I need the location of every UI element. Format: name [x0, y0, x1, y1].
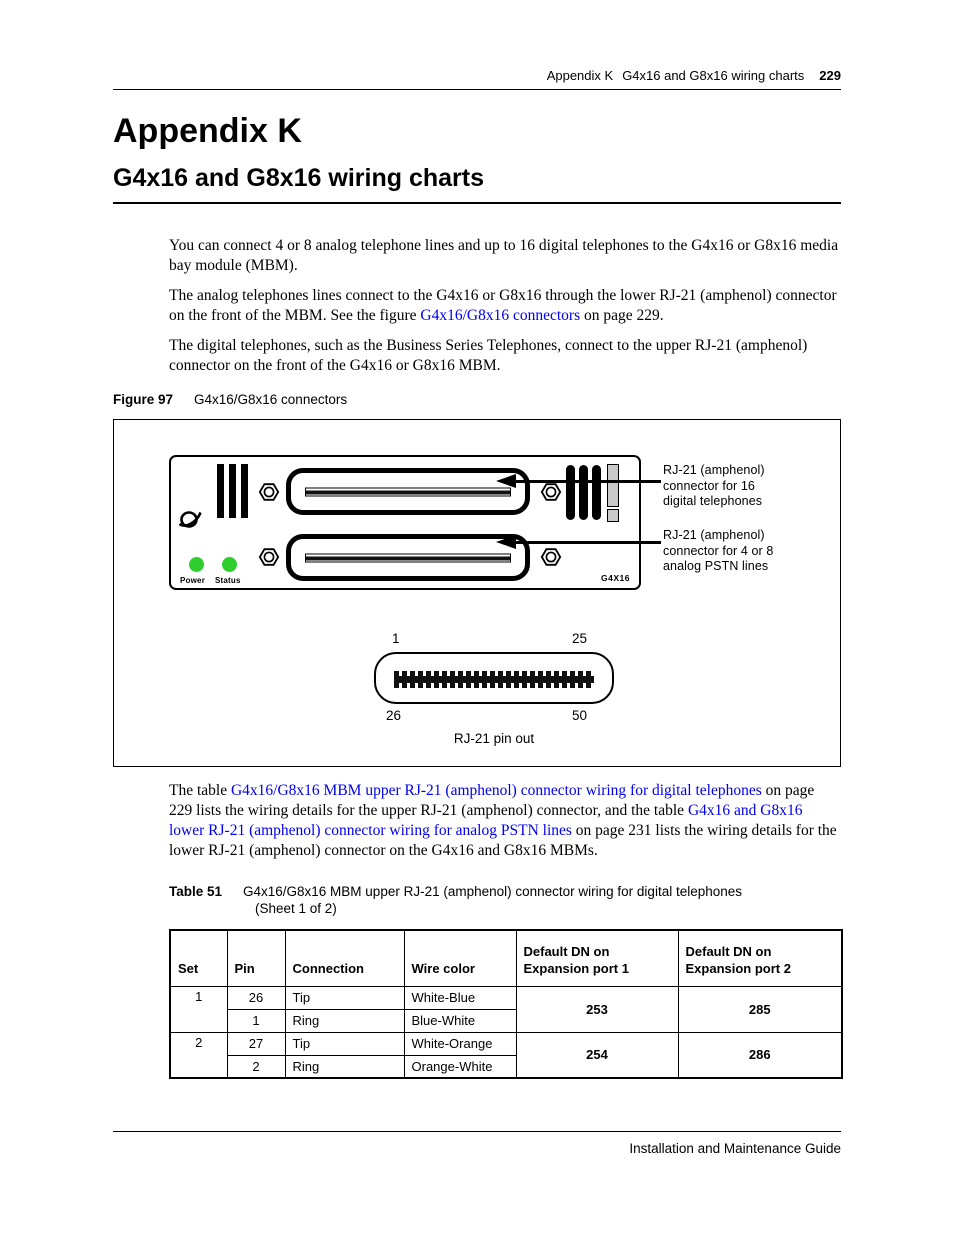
- cross-reference-link[interactable]: G4x16/G8x16 connectors: [420, 307, 581, 324]
- annotation-analog: [663, 528, 773, 575]
- text-run: The analog telephones lines connect to the G4x16 or G8x16 through the lower RJ-21 (amphenol) connector on the front of the MBM. See the figure: [169, 287, 837, 324]
- running-header: [113, 68, 841, 90]
- table-caption-sheet: (Sheet 1 of 2): [255, 901, 337, 916]
- paragraph-tables: [169, 781, 841, 861]
- model-label: G4X16: [601, 573, 630, 583]
- table-caption-text: G4x16/G8x16 MBM upper RJ-21 (amphenol) connector wiring for digital telephones: [243, 884, 743, 899]
- wire-color-cell: Orange-White: [404, 1055, 516, 1078]
- header-title: G4x16 and G8x16 wiring charts: [622, 68, 805, 83]
- wiring-table: [169, 929, 843, 1079]
- table-header-row: [170, 930, 842, 986]
- text-run: You can connect 4 or 8 analog telephone lines and up to 16 digital telephones to the G4x16 or G8x16 media bay module (MBM).: [169, 237, 839, 274]
- lower-rj21-connector: [286, 534, 530, 581]
- pinout-pin-1: 1: [392, 631, 400, 646]
- pinout-pins: [394, 671, 594, 688]
- annotation-line: RJ-21 (amphenol): [663, 528, 765, 542]
- hex-nut-icon: [540, 546, 562, 568]
- status-led-label: Status: [215, 576, 241, 585]
- paragraph-intro: [169, 236, 841, 276]
- status-led: [222, 557, 237, 572]
- dn-port1-cell: 253: [516, 986, 678, 1032]
- appendix-subtitle: G4x16 and G8x16 wiring charts: [113, 164, 484, 192]
- col-header-pin: Pin: [227, 930, 285, 986]
- pinout-pin-25: 25: [572, 631, 588, 646]
- text-run: on page 231 lists the wiring details for the lower RJ-21 (amphenol) connector on the G4x16 and G8x16 MBMs.: [169, 822, 837, 859]
- connection-cell: Tip: [285, 986, 404, 1009]
- wire-color-cell: Blue-White: [404, 1009, 516, 1032]
- wire-color-cell: White-Orange: [404, 1032, 516, 1055]
- table-caption-body: [243, 883, 742, 917]
- page-footer: [113, 1131, 841, 1156]
- vent-bar: [579, 465, 588, 520]
- connection-cell: Tip: [285, 1032, 404, 1055]
- col-header-dn-port2: Default DN on Expansion port 2: [678, 930, 842, 986]
- dn-port1-cell: 254: [516, 1032, 678, 1078]
- header-page-number: 229: [819, 68, 841, 83]
- paragraph-analog: [169, 286, 841, 326]
- hex-nut-icon: [540, 481, 562, 503]
- connection-cell: Ring: [285, 1055, 404, 1078]
- connector-latch: [607, 509, 619, 522]
- annotation-line: analog PSTN lines: [663, 559, 769, 574]
- cross-reference-link[interactable]: G4x16/G8x16 MBM upper RJ-21 (amphenol) connector wiring for digital telephones: [230, 782, 762, 799]
- annotation-arrow-line: [513, 480, 661, 483]
- power-led: [189, 557, 204, 572]
- table-caption-label: Table 51: [169, 884, 223, 899]
- vent-bar: [566, 465, 575, 520]
- pinout-pin-50: 50: [572, 708, 588, 723]
- dn-port2-cell: 286: [678, 1032, 842, 1078]
- hex-nut-icon: [258, 481, 280, 503]
- cross-reference-link[interactable]: G4x16 and G8x16 lower RJ-21 (amphenol) connector wiring for analog PSTN lines: [169, 802, 803, 839]
- set-cell: 1: [170, 986, 227, 1032]
- power-led-label: Power: [180, 576, 206, 585]
- connector-latch: [607, 464, 619, 507]
- pin-cell: 26: [227, 986, 285, 1009]
- text-run: on page 229.: [580, 307, 664, 324]
- paragraph-digital: [169, 336, 841, 376]
- figure-caption-text: G4x16/G8x16 connectors: [194, 392, 348, 407]
- table-row: [170, 1032, 842, 1055]
- hex-nut-icon: [258, 546, 280, 568]
- text-run: The digital telephones, such as the Business Series Telephones, connect to the upper RJ-21 (amphenol) connector on the front of the G4x16 or G8x16 MBM.: [169, 337, 808, 374]
- appendix-title: Appendix K: [113, 112, 302, 150]
- wire-color-cell: White-Blue: [404, 986, 516, 1009]
- table-row: [170, 986, 842, 1009]
- pin-cell: 2: [227, 1055, 285, 1078]
- pin-cell: 27: [227, 1032, 285, 1055]
- annotation-line: digital telephones: [663, 494, 763, 509]
- connector-slot: [305, 553, 511, 562]
- annotation-line: connector for 16: [663, 478, 755, 493]
- connection-cell: Ring: [285, 1009, 404, 1032]
- col-header-wire-color: Wire color: [404, 930, 516, 986]
- vent-bar: [229, 464, 236, 518]
- pinout-caption: RJ-21 pin out: [453, 731, 535, 746]
- text-run: on page 229 lists the wiring details for the upper RJ-21 (amphenol) connector, and the table: [169, 782, 815, 819]
- brand-logo-icon: [178, 508, 202, 530]
- annotation-line: connector for 4 or 8: [663, 543, 774, 558]
- vent-bar: [592, 465, 601, 520]
- title-rule: [113, 202, 841, 204]
- pin-cell: 1: [227, 1009, 285, 1032]
- dn-port2-cell: 285: [678, 986, 842, 1032]
- annotation-digital: [663, 463, 765, 510]
- figure-caption: [113, 392, 841, 407]
- vent-bar: [217, 464, 224, 518]
- figure-connectors: [113, 419, 841, 767]
- set-cell: 2: [170, 1032, 227, 1078]
- text-run: The table: [169, 782, 231, 799]
- vent-bar: [241, 464, 248, 518]
- pinout-pin-26: 26: [386, 708, 402, 723]
- col-header-set: Set: [170, 930, 227, 986]
- upper-rj21-connector: [286, 468, 530, 515]
- header-chapter: Appendix K: [546, 68, 614, 83]
- col-header-dn-port1: Default DN on Expansion port 1: [516, 930, 678, 986]
- footer-text: Installation and Maintenance Guide: [629, 1141, 841, 1156]
- col-header-connection: Connection: [285, 930, 404, 986]
- annotation-line: RJ-21 (amphenol): [663, 463, 765, 477]
- device-front-panel: [169, 455, 641, 590]
- table-caption: [169, 883, 841, 917]
- connector-slot: [305, 487, 511, 496]
- figure-caption-label: Figure 97: [113, 392, 174, 407]
- annotation-arrow-line: [513, 541, 661, 544]
